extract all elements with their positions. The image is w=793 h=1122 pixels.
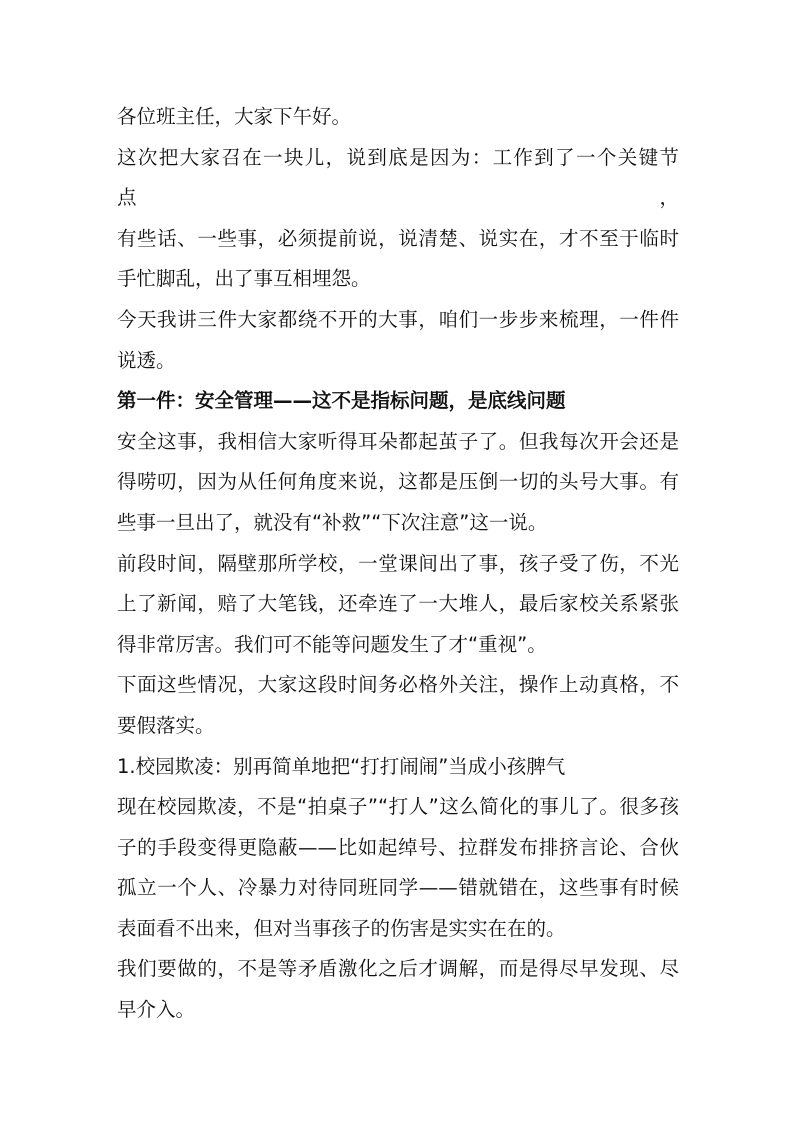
text-line: 上了新闻，赔了大笔钱，还牵连了一大堆人，最后家校关系紧张 xyxy=(117,592,679,616)
text-line: 各位班主任，大家下午好。 xyxy=(117,105,352,128)
text-line: 些事一旦出了，就没有“补救”“下次注意”这一说。 xyxy=(117,510,548,534)
text-line: 有些话、一些事，必须提前说，说清楚、说实在，才不至于临时 xyxy=(117,226,679,250)
text-line: 得唠叨，因为从任何角度来说，这都是压倒一切的头号大事。有 xyxy=(117,470,679,494)
text-line: 孤立一个人、冷暴力对待同班同学——错就错在，这些事有时候 xyxy=(117,876,679,900)
paragraph xyxy=(117,138,679,300)
text-line: 今天我讲三件大家都绕不开的大事，咱们一步步来梳理，一件件 xyxy=(117,307,679,331)
text-line: 子的手段变得更隐蔽——比如起绰号、拉群发布排挤言论、合伙 xyxy=(117,835,679,859)
document-body xyxy=(117,97,679,1031)
paragraph xyxy=(117,422,679,544)
paragraph xyxy=(117,949,679,1030)
text-line: 说透。 xyxy=(117,348,176,372)
text-line: 1.校园欺凌：别再简单地把“打打闹闹”当成小孩脾气 xyxy=(117,754,566,778)
text-line: 要假落实。 xyxy=(117,713,215,737)
text-line: 我们要做的，不是等矛盾激化之后才调解，而是得尽早发现、尽 xyxy=(117,957,679,981)
text-line: 早介入。 xyxy=(117,998,196,1022)
paragraph xyxy=(117,747,679,788)
paragraph xyxy=(117,544,679,666)
paragraph xyxy=(117,97,679,138)
section-heading xyxy=(117,381,679,422)
text-line: 现在校园欺凌，不是“拍桌子”“打人”这么简化的事儿了。很多孩 xyxy=(117,795,679,819)
paragraph xyxy=(117,787,679,949)
text-line: 第一件：安全管理——这不是指标问题，是底线问题 xyxy=(117,389,566,413)
paragraph xyxy=(117,665,679,746)
text-line: 下面这些情况，大家这段时间务必格外关注，操作上动真格，不 xyxy=(117,673,679,697)
paragraph xyxy=(117,300,679,381)
text-line: 安全这事，我相信大家听得耳朵都起茧子了。但我每次开会还是 xyxy=(117,429,679,453)
text-line: 前段时间，隔壁那所学校，一堂课间出了事，孩子受了伤，不光 xyxy=(117,551,679,575)
text-line: 得非常厉害。我们可不能等问题发生了才“重视”。 xyxy=(117,632,547,656)
text-line: 手忙脚乱，出了事互相埋怨。 xyxy=(117,267,371,291)
text-line: 这次把大家召在一块儿，说到底是因为：工作到了一个关键节点， xyxy=(117,145,679,210)
text-line: 表面看不出来，但对当事孩子的伤害是实实在在的。 xyxy=(117,916,566,940)
